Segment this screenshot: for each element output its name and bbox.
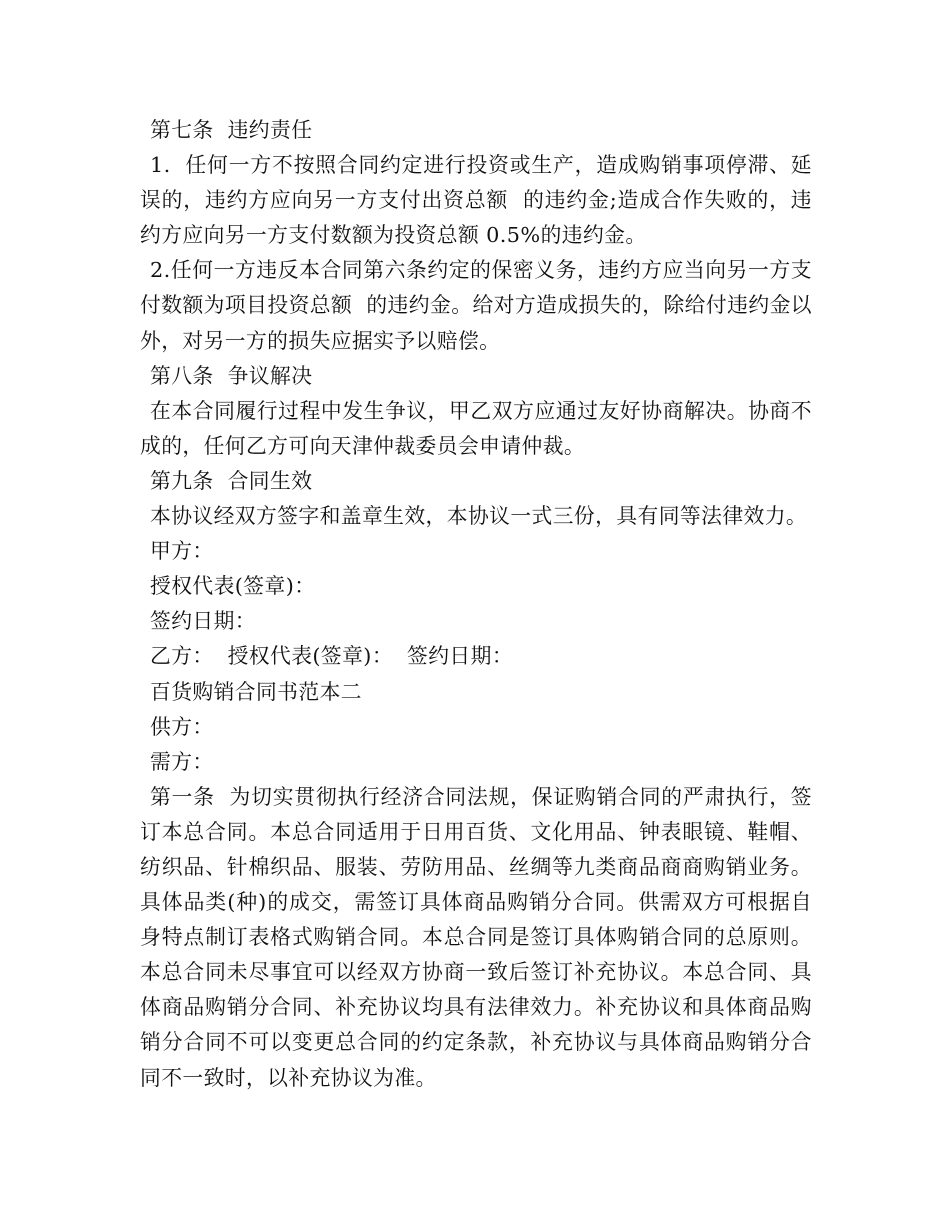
supplier-label: 供方： <box>150 714 214 739</box>
document-body <box>140 113 812 1096</box>
party-a-label: 甲方： <box>150 539 214 564</box>
party-a-representative: 授权代表(签章)： <box>150 574 316 599</box>
article-9-body: 本协议经双方签字和盖章生效，本协议一式三份，具有同等法律效力。 <box>150 504 808 529</box>
article-7-clause-1: 1. 任何一方不按照合同约定进行投资或生产，造成购销事项停滞、延误的，违约方应向另一方支付出资总额 的违约金;造成合作失败的，违约方应向另一方支付数额为投资总额 0.5%的违约金。 <box>140 153 812 248</box>
buyer-label: 需方： <box>150 749 214 774</box>
party-a-signing-date: 签约日期： <box>150 609 256 634</box>
article-9-heading: 第九条 合同生效 <box>150 468 313 493</box>
article-8-heading: 第八条 争议解决 <box>150 363 313 388</box>
template-two-title: 百货购销合同书范本二 <box>150 679 362 704</box>
article-7-clause-2: 2.任何一方违反本合同第六条约定的保密义务，违约方应当向另一方支付数额为项目投资总额 的违约金。给对方造成损失的，除给付违约金以外，对另一方的损失应据实予以赔偿。 <box>140 258 812 353</box>
party-b-signature-line: 乙方： 授权代表(签章)： 签约日期： <box>150 644 514 669</box>
article-8-body: 在本合同履行过程中发生争议，甲乙双方应通过友好协商解决。协商不成的，任何乙方可向天津仲裁委员会申请仲裁。 <box>140 398 812 458</box>
article-1-body: 第一条 为切实贯彻执行经济合同法规，保证购销合同的严肃执行，签订本总合同。本总合同适用于日用百货、文化用品、钟表眼镜、鞋帽、纺织品、针棉织品、服装、劳防用品、丝绸等九类商品商商购销业务。具体品类(种)的成交，需签订具体商品购销分合同。供需双方可根据自身特点制订表格式购销合同。本总合同是签订具体购销合同的总原则。本总合同未尽事宜可以经双方协商一致后签订补充协议。本总合同、具体商品购销分合同、补充协议均具有法律效力。补充协议和具体商品购销分合同不可以变更总合同的约定条款，补充协议与具体商品购销分合同不一致时，以补充协议为准。 <box>140 784 812 1090</box>
article-7-heading: 第七条 违约责任 <box>150 118 313 142</box>
